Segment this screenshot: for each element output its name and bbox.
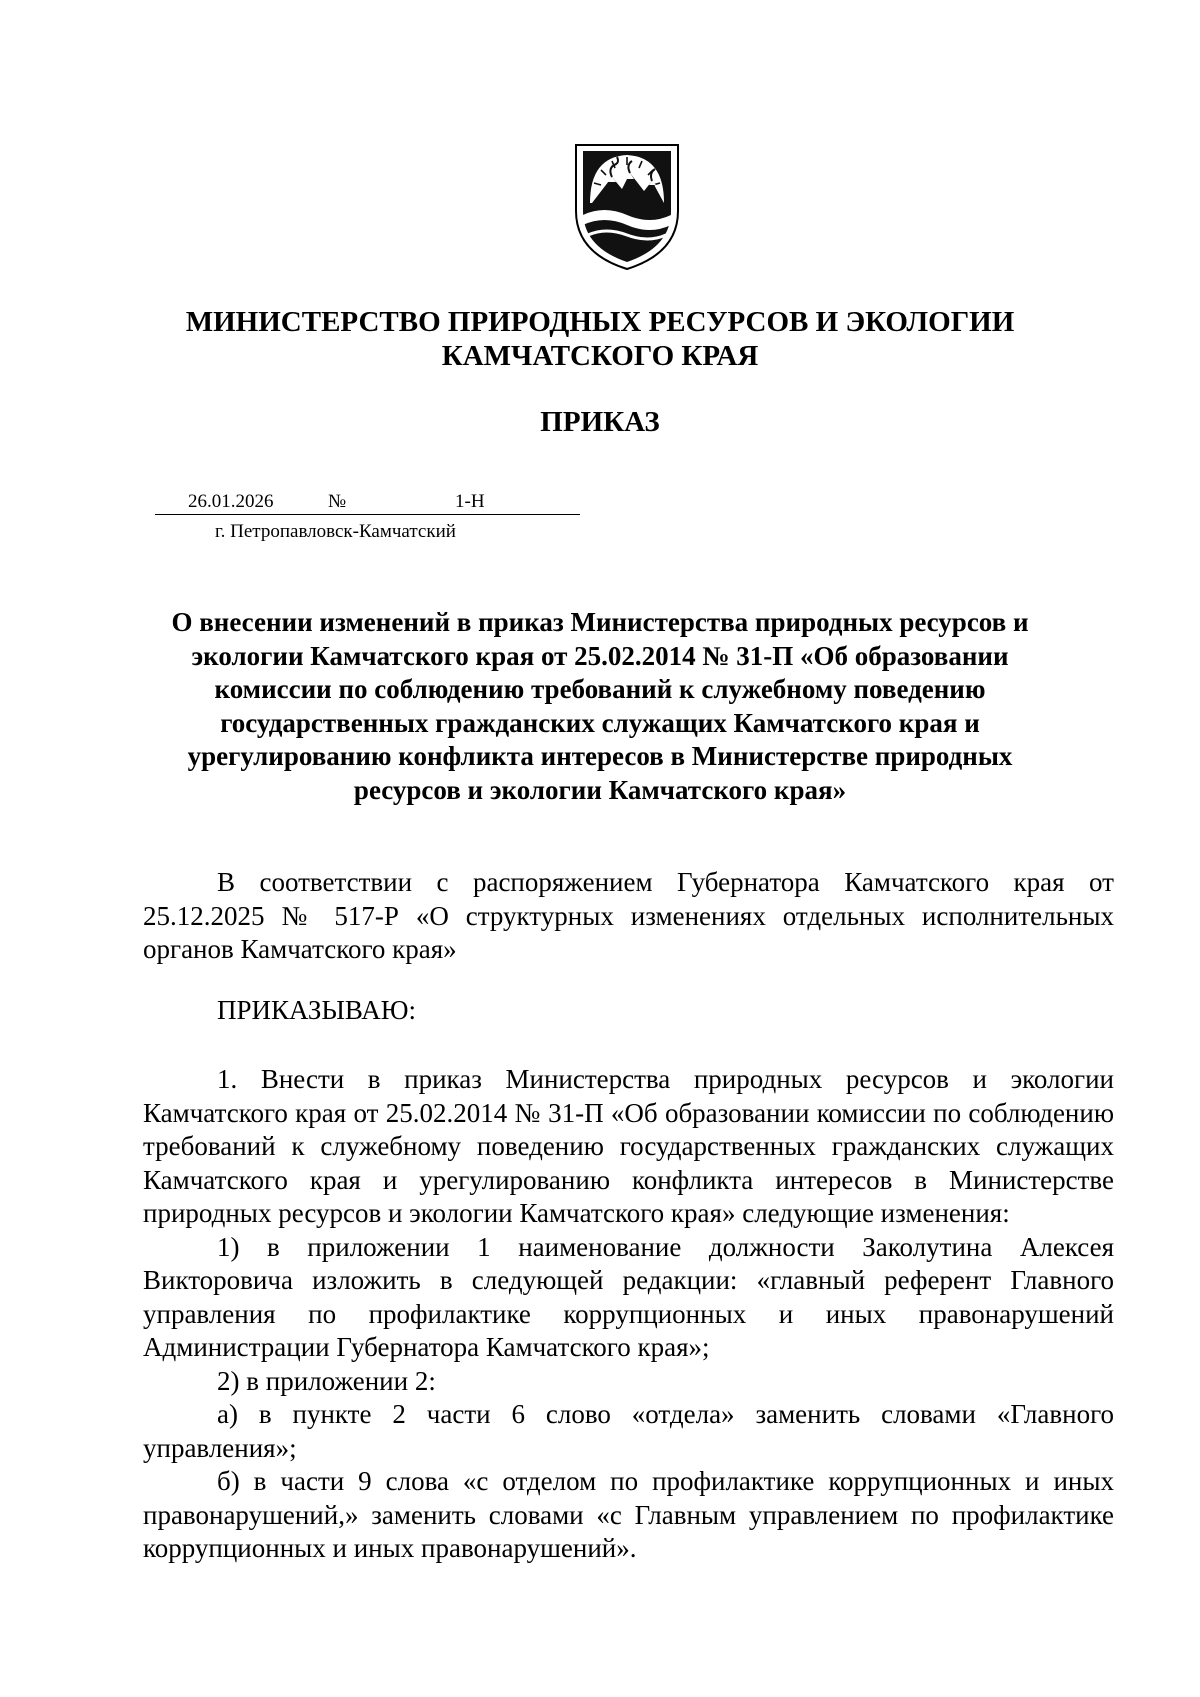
item-1-sub-2b: б) в части 9 слова «с отделом по профилактике коррупционных и иных правонарушений,» заменить словами «с Главным управлением по профилактике коррупционных и иных правонарушений». xyxy=(143,1466,1114,1563)
ministry-line-1: МИНИСТЕРСТВО ПРИРОДНЫХ РЕСУРСОВ И ЭКОЛОГИИ xyxy=(185,306,1015,338)
date-number-line xyxy=(155,490,580,515)
command-word: ПРИКАЗЫВАЮ: xyxy=(217,995,416,1025)
order-subject: О внесении изменений в приказ Министерства природных ресурсов и экологии Камчатского края от 25.02.2014 № 31-П «Об образовании комиссии по соблюдению требований к служебному поведению государственных гражданских служащих Камчатского края и урегулированию конфликта интересов в Министерстве природных ресурсов и экологии Камчатского края» xyxy=(171,607,1029,805)
city-name: г. Петропавловск-Камчатский xyxy=(215,521,456,542)
basis-paragraph: В соответствии с распоряжением Губернатора Камчатского края от 25.12.2025 № 517-Р «О структурных изменениях отдельных исполнительных органов Камчатского края» xyxy=(143,867,1114,964)
item-1-sub-2: 2) в приложении 2: xyxy=(217,1365,436,1396)
ministry-name xyxy=(100,305,1100,373)
order-items xyxy=(143,1063,1114,1566)
legal-basis xyxy=(143,866,1114,967)
item-1-sub-2a: а) в пункте 2 части 6 слово «отдела» заменить словами «Главного управления»; xyxy=(143,1399,1114,1463)
item-1: 1. Внести в приказ Министерства природных ресурсов и экологии Камчатского края от 25.02.2014 № 31-П «Об образовании комиссии по соблюдению требований к служебному поведению государственных гражданских служащих Камчатского края и урегулированию конфликта интересов в Министерстве природных ресурсов и экологии Камчатского края» следующие изменения: xyxy=(143,1064,1114,1228)
ministry-line-2: КАМЧАТСКОГО КРАЯ xyxy=(441,340,759,372)
order-number: 1-Н xyxy=(455,491,485,512)
number-sign: № xyxy=(328,491,347,512)
document-type: ПРИКАЗ xyxy=(540,406,660,438)
item-1-sub-1: 1) в приложении 1 наименование должности Заколутина Алексея Викторовича изложить в следующей редакции: «главный референт Главного управления по профилактике коррупционных и иных правонарушений Администрации Губернатора Камчатского края»; xyxy=(143,1231,1114,1362)
order-date: 26.01.2026 xyxy=(188,491,274,512)
kamchatka-coat-of-arms-icon xyxy=(574,141,680,271)
